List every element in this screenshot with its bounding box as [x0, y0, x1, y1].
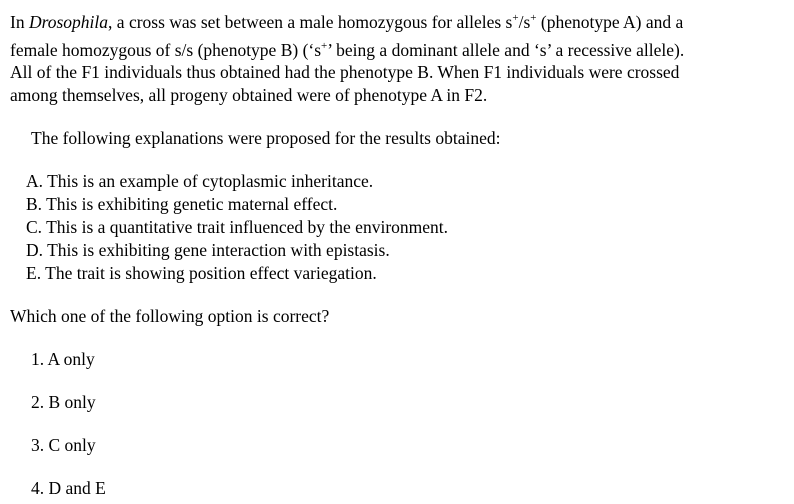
- dominant-superscript: +: [321, 40, 328, 53]
- question-line-2-post: ’ being a dominant allele and ‘s’ a recessive allele).: [327, 40, 685, 60]
- option-2: 2. B only: [31, 392, 96, 412]
- option-1: 1. A only: [31, 349, 95, 369]
- dominant-superscript: +: [530, 12, 537, 25]
- question-line-1: [10, 12, 683, 33]
- species-name: Drosophila: [28, 12, 109, 32]
- question-line-2-pre: female homozygous of s/s (phenotype B) (‘s: [10, 40, 322, 60]
- explanation-item: E. The trait is showing position effect variegation.: [26, 263, 377, 283]
- explanations-prompt: The following explanations were proposed for the results obtained:: [31, 128, 501, 148]
- option-3: 3. C only: [31, 435, 96, 455]
- explanation-item: A. This is an example of cytoplasmic inheritance.: [26, 171, 374, 191]
- explanation-item: B. This is exhibiting genetic maternal effect.: [26, 194, 338, 214]
- question-line-1-mid: , a cross was set between a male homozygous for alleles s: [108, 12, 513, 32]
- question-line-1-slash: /s: [518, 12, 531, 32]
- question-line-4: among themselves, all progeny obtained were of phenotype A in F2.: [10, 85, 488, 105]
- options-prompt: Which one of the following option is correct?: [10, 306, 330, 326]
- question-line-1-post: (phenotype A) and a: [536, 12, 684, 32]
- question-line-3: All of the F1 individuals thus obtained had the phenotype B. When F1 individuals were crossed: [10, 62, 680, 82]
- question-line-1-pre: In: [10, 12, 29, 32]
- option-4: 4. D and E: [31, 478, 106, 498]
- explanation-item: C. This is a quantitative trait influenced by the environment.: [26, 217, 449, 237]
- question-line-2: [10, 40, 684, 61]
- dominant-superscript: +: [512, 12, 519, 25]
- explanation-item: D. This is exhibiting gene interaction with epistasis.: [26, 240, 390, 260]
